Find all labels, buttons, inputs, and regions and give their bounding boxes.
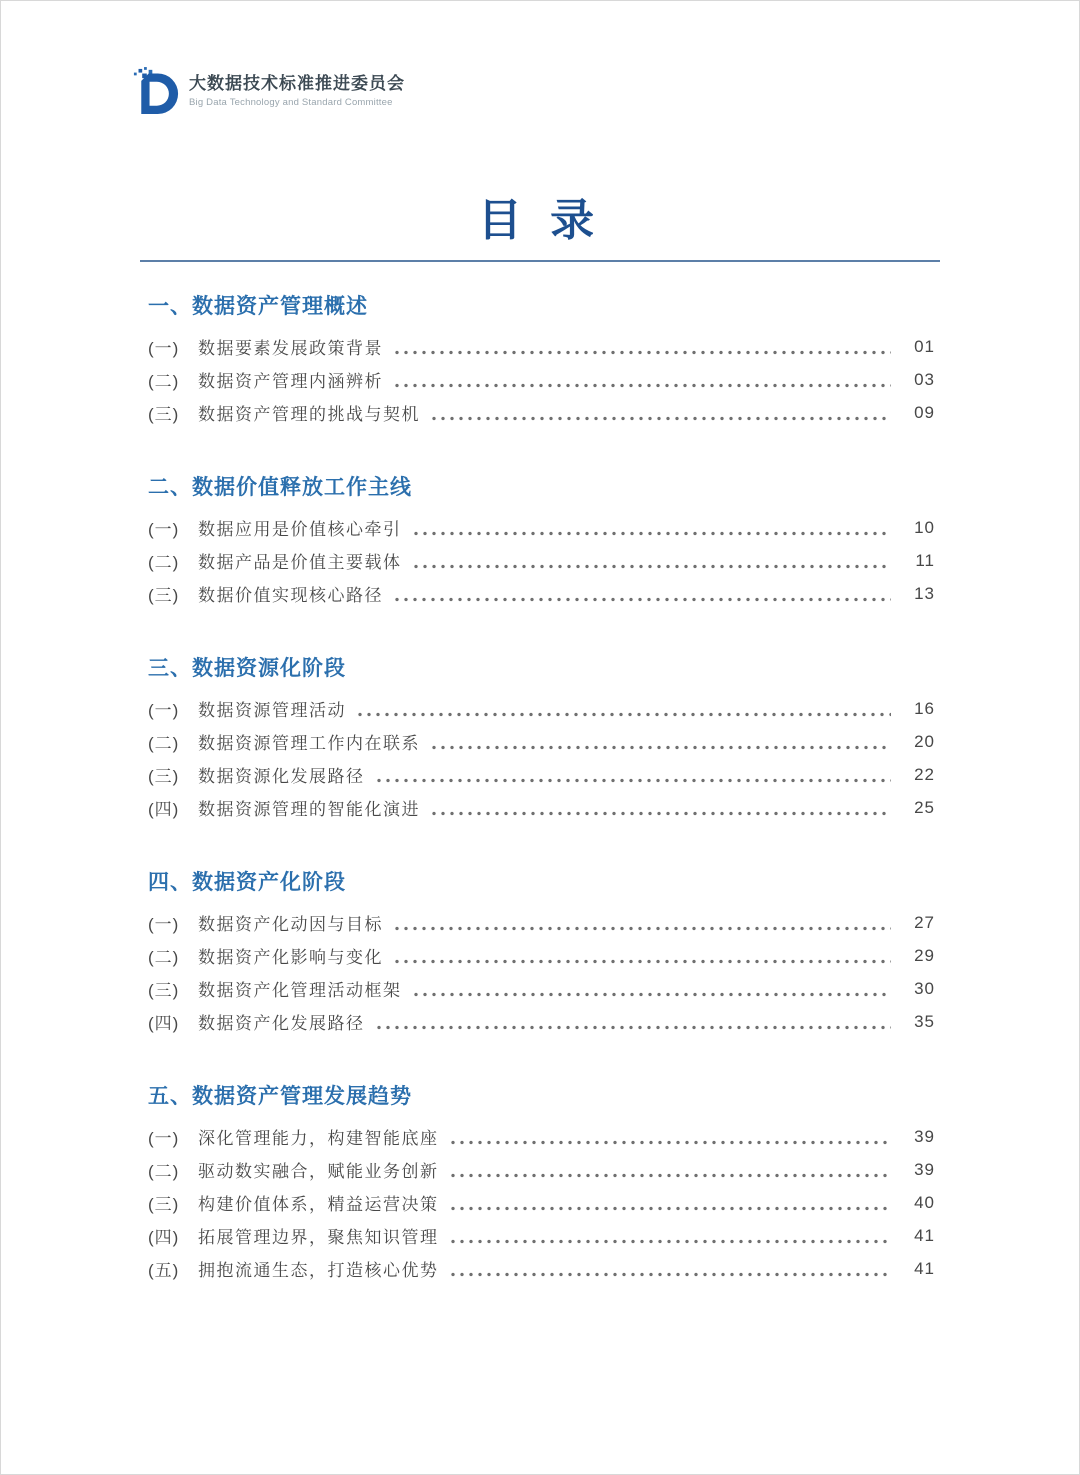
dot-leader <box>358 712 891 717</box>
entry-label: 数据资产化影响与变化 <box>198 948 383 967</box>
toc-entry <box>148 577 935 610</box>
entry-number: (三) <box>148 1195 180 1214</box>
dot-leader <box>377 1025 892 1030</box>
entry-page-number: 41 <box>914 1258 935 1278</box>
dot-leader <box>377 778 892 783</box>
entry-number: (三) <box>148 405 180 424</box>
entry-label: 深化管理能力，构建智能底座 <box>198 1129 439 1148</box>
entry-number: (四) <box>148 1228 180 1247</box>
toc-section <box>148 1082 935 1285</box>
dot-leader <box>432 416 891 421</box>
entry-page-number: 11 <box>915 550 935 570</box>
dot-leader <box>432 745 891 750</box>
toc-entry <box>148 396 935 429</box>
entry-label: 数据应用是价值核心牵引 <box>198 520 402 539</box>
entry-number: (四) <box>148 1014 180 1033</box>
entry-label: 数据价值实现核心路径 <box>198 586 383 605</box>
dot-leader <box>414 992 892 997</box>
entry-number: (一) <box>148 520 180 539</box>
dot-leader <box>451 1272 892 1277</box>
section-entries <box>148 511 935 610</box>
entry-page-number: 41 <box>914 1225 935 1245</box>
toc-entry <box>148 1252 935 1285</box>
entry-label: 数据资源管理工作内在联系 <box>198 734 420 753</box>
entry-page-number: 03 <box>914 369 935 389</box>
entry-label: 数据资源化发展路径 <box>198 767 365 786</box>
entry-page-number: 16 <box>914 698 935 718</box>
section-entries <box>148 906 935 1038</box>
page-title: 目 录 <box>477 196 603 245</box>
entry-label: 数据资源管理活动 <box>198 701 346 720</box>
dot-leader <box>395 597 891 602</box>
toc-section <box>148 292 935 429</box>
logo-d-icon <box>133 64 179 114</box>
entry-number: (二) <box>148 372 180 391</box>
entry-number: (二) <box>148 553 180 572</box>
entry-page-number: 01 <box>914 336 935 356</box>
toc-entry <box>148 1186 935 1219</box>
entry-page-number: 40 <box>914 1192 935 1212</box>
entry-label: 数据资产化动因与目标 <box>198 915 383 934</box>
entry-number: (二) <box>148 948 180 967</box>
section-heading: 一、数据资产管理概述 <box>148 295 368 318</box>
toc-section <box>148 654 935 824</box>
entry-label: 拓展管理边界，聚焦知识管理 <box>198 1228 439 1247</box>
table-of-contents <box>0 262 1080 1285</box>
entry-number: (三) <box>148 767 180 786</box>
dot-leader <box>414 531 892 536</box>
dot-leader <box>395 926 891 931</box>
dot-leader <box>395 350 891 355</box>
entry-page-number: 29 <box>914 945 935 965</box>
entry-page-number: 30 <box>914 978 935 998</box>
dot-leader <box>414 564 892 569</box>
org-name-cn: 大数据技术标准推进委员会 <box>189 74 405 93</box>
section-entries <box>148 330 935 429</box>
section-entries <box>148 692 935 824</box>
dot-leader <box>395 383 891 388</box>
toc-entry <box>148 972 935 1005</box>
entry-label: 数据资产化发展路径 <box>198 1014 365 1033</box>
entry-number: (三) <box>148 981 180 1000</box>
entry-page-number: 27 <box>914 912 935 932</box>
header <box>133 64 405 114</box>
dot-leader <box>451 1206 892 1211</box>
entry-label: 数据资产管理的挑战与契机 <box>198 405 420 424</box>
entry-page-number: 22 <box>914 764 935 784</box>
entry-page-number: 13 <box>914 583 935 603</box>
section-heading: 四、数据资产化阶段 <box>148 871 346 894</box>
toc-entry <box>148 330 935 363</box>
entry-number: (一) <box>148 915 180 934</box>
toc-section <box>148 868 935 1038</box>
entry-page-number: 39 <box>914 1126 935 1146</box>
toc-entry <box>148 725 935 758</box>
entry-label: 数据产品是价值主要载体 <box>198 553 402 572</box>
entry-page-number: 10 <box>914 517 935 537</box>
entry-label: 驱动数实融合，赋能业务创新 <box>198 1162 439 1181</box>
dot-leader <box>395 959 891 964</box>
entry-number: (四) <box>148 800 180 819</box>
toc-entry <box>148 906 935 939</box>
org-name-en: Big Data Technology and Standard Committee <box>189 97 393 109</box>
toc-entry <box>148 544 935 577</box>
toc-section <box>148 473 935 610</box>
section-heading: 三、数据资源化阶段 <box>148 657 346 680</box>
entry-page-number: 25 <box>914 797 935 817</box>
toc-entry <box>148 1120 935 1153</box>
dot-leader <box>432 811 891 816</box>
entry-label: 数据要素发展政策背景 <box>198 339 383 358</box>
toc-entry <box>148 1219 935 1252</box>
section-heading: 二、数据价值释放工作主线 <box>148 476 412 499</box>
toc-entry <box>148 939 935 972</box>
dot-leader <box>451 1140 892 1145</box>
entry-page-number: 09 <box>914 402 935 422</box>
dot-leader <box>451 1173 892 1178</box>
entry-number: (五) <box>148 1261 180 1280</box>
toc-entry <box>148 1005 935 1038</box>
entry-number: (二) <box>148 1162 180 1181</box>
entry-number: (一) <box>148 339 180 358</box>
entry-number: (一) <box>148 701 180 720</box>
entry-label: 数据资产化管理活动框架 <box>198 981 402 1000</box>
entry-label: 数据资源管理的智能化演进 <box>198 800 420 819</box>
entry-page-number: 35 <box>914 1011 935 1031</box>
logo-text <box>189 64 405 108</box>
entry-label: 构建价值体系，精益运营决策 <box>198 1195 439 1214</box>
toc-entry <box>148 511 935 544</box>
entry-number: (三) <box>148 586 180 605</box>
section-heading: 五、数据资产管理发展趋势 <box>148 1085 412 1108</box>
entry-number: (二) <box>148 734 180 753</box>
entry-label: 拥抱流通生态，打造核心优势 <box>198 1261 439 1280</box>
toc-entry <box>148 1153 935 1186</box>
dot-leader <box>451 1239 892 1244</box>
toc-entry <box>148 791 935 824</box>
toc-entry <box>148 363 935 396</box>
entry-label: 数据资产管理内涵辨析 <box>198 372 383 391</box>
toc-entry <box>148 692 935 725</box>
entry-page-number: 20 <box>914 731 935 751</box>
toc-entry <box>148 758 935 791</box>
entry-page-number: 39 <box>914 1159 935 1179</box>
entry-number: (一) <box>148 1129 180 1148</box>
section-entries <box>148 1120 935 1285</box>
